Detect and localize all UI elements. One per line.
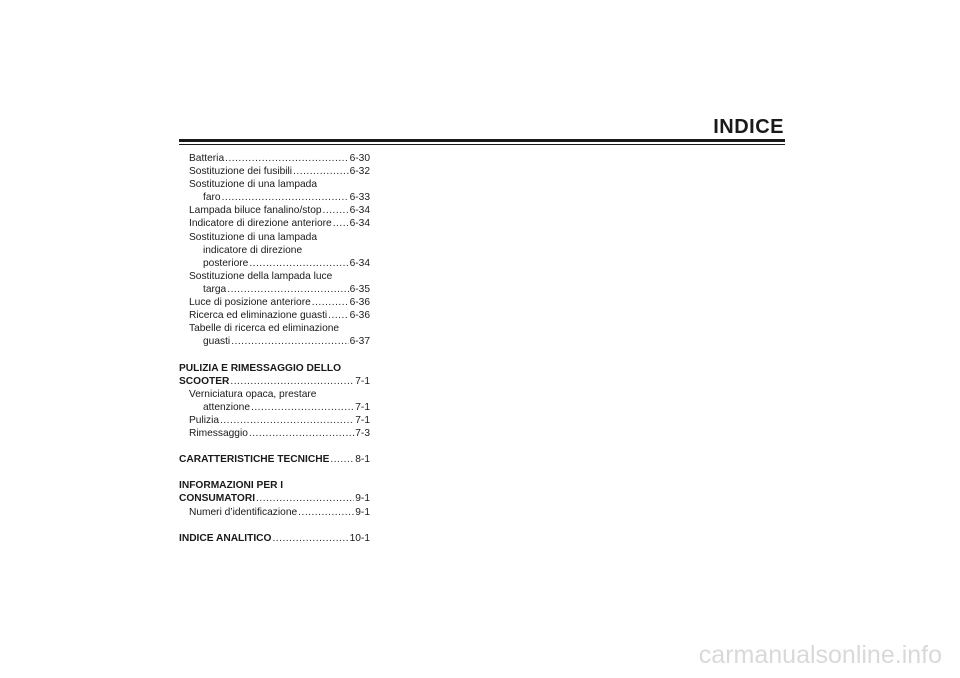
- toc-page-number: 7-3: [355, 427, 370, 439]
- toc-entry-pulizia[interactable]: [179, 414, 370, 427]
- toc-entry-label: Verniciatura opaca, prestare: [189, 388, 317, 400]
- toc-section-index[interactable]: [179, 532, 370, 545]
- toc-entry-label: Sostituzione di una lampada: [189, 231, 317, 243]
- toc-entry-front-turn[interactable]: [179, 217, 370, 230]
- toc-page-number: 10-1: [349, 532, 370, 544]
- toc-page-number: 6-34: [349, 205, 370, 217]
- toc-leader-dots: [256, 492, 354, 505]
- toc-entry-label: indicatore di direzione: [203, 244, 303, 256]
- toc-entry-label: Numeri d’identificazione: [189, 506, 298, 518]
- toc-leader-dots: [222, 191, 349, 204]
- toc-leader-dots: [323, 204, 349, 217]
- toc-entry-tail-brake[interactable]: [179, 204, 370, 217]
- toc-page-number: 6-32: [349, 166, 370, 178]
- toc-page-number: 8-1: [355, 454, 370, 466]
- toc-leader-dots: [272, 532, 348, 545]
- toc-page-number: 6-33: [349, 192, 370, 204]
- toc-section-label: SCOOTER: [179, 375, 230, 387]
- toc-leader-dots: [312, 296, 349, 309]
- toc-entry-label: Luce di posizione anteriore: [189, 297, 311, 309]
- toc-page-number: 7-1: [355, 375, 370, 387]
- toc-entry-ident[interactable]: [179, 506, 370, 519]
- toc-entry-matte[interactable]: [179, 401, 370, 414]
- toc-entry-label: guasti: [203, 336, 231, 348]
- toc-entry-plate[interactable]: [179, 283, 370, 296]
- toc-leader-dots: [220, 414, 354, 427]
- toc-leader-dots: [231, 335, 348, 348]
- toc-entry-label: Ricerca ed eliminazione guasti: [189, 310, 328, 322]
- toc-leader-dots: [225, 152, 349, 165]
- toc-leader-dots: [249, 427, 354, 440]
- toc-section-label: PULIZIA E RIMESSAGGIO DELLO: [179, 362, 342, 374]
- toc-page-number: 6-37: [349, 336, 370, 348]
- toc-section-label: INFORMAZIONI PER I: [179, 480, 284, 492]
- toc-entry-label: attenzione: [203, 401, 251, 413]
- toc-entry-label: Pulizia: [189, 414, 220, 426]
- toc-leader-dots: [333, 217, 349, 230]
- toc-page-number: 7-1: [355, 401, 370, 413]
- toc-leader-dots: [298, 506, 354, 519]
- toc-entry-tables[interactable]: [179, 335, 370, 348]
- toc-section-cleaning[interactable]: [179, 375, 370, 388]
- page-title: INDICE: [713, 116, 784, 138]
- toc-leader-dots: [293, 165, 349, 178]
- toc-entry-label: Sostituzione di una lampada: [189, 179, 317, 191]
- header-rule-thin: [179, 144, 785, 145]
- toc-section-label: INDICE ANALITICO: [179, 532, 272, 544]
- toc-page-number: 6-35: [349, 283, 370, 295]
- toc-entry-storage[interactable]: [179, 427, 370, 440]
- toc-entry-label: Lampada biluce fanalino/stop: [189, 205, 322, 217]
- toc-entry-label: Batteria: [189, 153, 225, 164]
- toc-entry-fuses[interactable]: [179, 165, 370, 178]
- toc-entry-label: faro: [203, 192, 221, 204]
- toc-section-specs[interactable]: [179, 453, 370, 466]
- toc-page-number: 6-30: [349, 153, 370, 164]
- toc-entry-front-position[interactable]: [179, 296, 370, 309]
- toc-entry-label: posteriore: [203, 257, 249, 269]
- toc-entry-headlight[interactable]: [179, 191, 370, 204]
- site-watermark: carmanualsonline.info: [698, 641, 942, 669]
- toc-page-number: 7-1: [355, 414, 370, 426]
- toc-page-number: 6-36: [349, 297, 370, 309]
- toc-leader-dots: [249, 257, 348, 270]
- toc-page-number: 9-1: [355, 493, 370, 505]
- toc-leader-dots: [227, 283, 348, 296]
- table-of-contents: [179, 152, 370, 545]
- toc-page-number: 6-34: [349, 218, 370, 230]
- header-rule-thick: [179, 139, 785, 142]
- toc-section-consumer[interactable]: [179, 492, 370, 505]
- toc-entry-label: Indicatore di direzione anteriore: [189, 218, 332, 230]
- toc-leader-dots: [230, 375, 354, 388]
- toc-entry-label: Sostituzione dei fusibili: [189, 166, 293, 178]
- toc-section-label: CONSUMATORI: [179, 493, 256, 505]
- toc-entry-label: Sostituzione della lampada luce: [189, 270, 333, 282]
- toc-entry-label: Rimessaggio: [189, 427, 248, 439]
- toc-entry-label: Tabelle di ricerca ed eliminazione: [189, 323, 340, 335]
- toc-page-number: 6-36: [349, 310, 370, 322]
- toc-page-number: 9-1: [355, 506, 370, 518]
- toc-leader-dots: [251, 401, 354, 414]
- toc-section-label: CARATTERISTICHE TECNICHE: [179, 454, 330, 466]
- toc-leader-dots: [330, 453, 354, 466]
- toc-entry-battery[interactable]: [179, 152, 370, 165]
- toc-entry-rear-turn[interactable]: [179, 257, 370, 270]
- toc-entry-troubleshooting[interactable]: [179, 309, 370, 322]
- toc-entry-label: targa: [203, 283, 227, 295]
- toc-page-number: 6-34: [349, 257, 370, 269]
- toc-leader-dots: [328, 309, 348, 322]
